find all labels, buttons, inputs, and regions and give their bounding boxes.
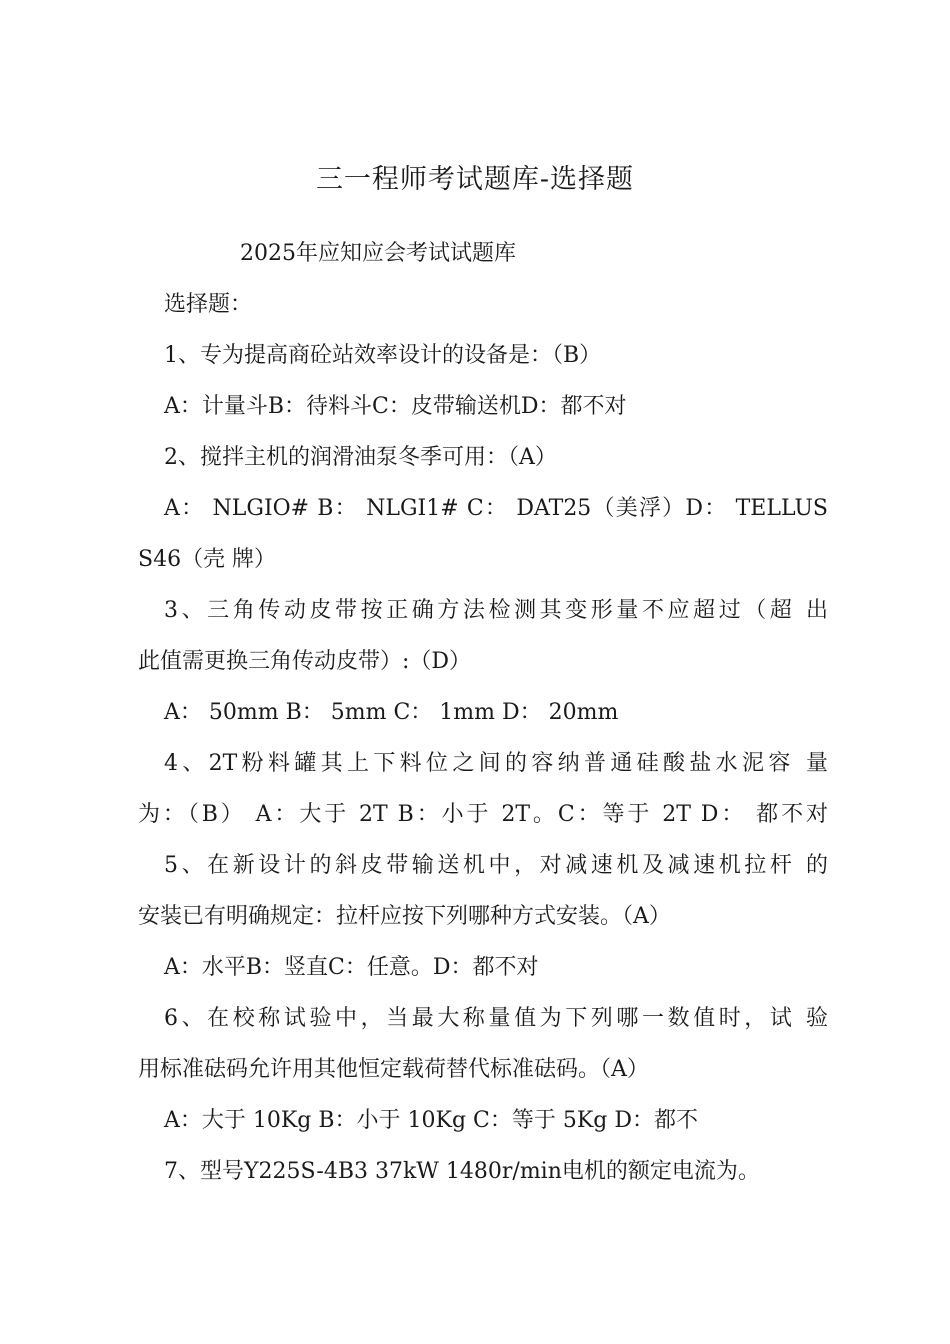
section-heading: 选择题： (164, 292, 253, 317)
question-2-options-cont: S46（壳 牌） (138, 547, 277, 572)
question-2: 2、搅拌主机的润滑油泵冬季可用：（A） (164, 445, 557, 470)
question-5-cont: 安装已有明确规定：拉杆应按下列哪种方式安装。（A） (138, 904, 671, 929)
question-4-cont: 为：（B） A：大于 2T B：小于 2T。C：等于 2T D： 都不对 (138, 802, 828, 827)
question-6-cont: 用标准砝码允许用其他恒定载荷替代标准砝码。（A） (138, 1057, 649, 1082)
question-6-options: A：大于 10Kg B：小于 10Kg C：等于 5Kg D：都不 (164, 1108, 699, 1133)
question-1-options: A：计量斗B：待料斗C：皮带输送机D：都不对 (164, 394, 627, 419)
document-title: 三一程师考试题库-选择题 (315, 164, 635, 195)
question-3-options: A： 50mm B： 5mm C： 1mm D： 20mm (164, 700, 619, 725)
subtitle-line: 2025年应知应会考试试题库 (240, 241, 516, 266)
question-6: 6、在校称试验中，当最大称量值为下列哪一数值时，试 验 (164, 1006, 828, 1031)
question-5-options: A：水平B：竖直C：任意。D：都不对 (164, 955, 539, 980)
question-5: 5、在新设计的斜皮带输送机中，对减速机及减速机拉杆 的 (164, 853, 828, 878)
question-1: 1、专为提高商砼站效率设计的设备是：（B） (164, 343, 602, 368)
question-3-cont: 此值需更换三角传动皮带）:（D） (138, 649, 472, 674)
question-4: 4、2T粉料罐其上下料位之间的容纳普通硅酸盐水泥容 量 (164, 751, 828, 776)
question-3: 3、三角传动皮带按正确方法检测其变形量不应超过（超 出 (164, 598, 828, 623)
document-body (138, 228, 828, 1197)
question-7: 7、型号Y225S-4B3 37kW 1480r/min电机的额定电流为。 (164, 1159, 760, 1184)
question-2-options: A： NLGIO# B： NLGI1# C： DAT25（美浮）D： TELLUS (164, 496, 828, 521)
